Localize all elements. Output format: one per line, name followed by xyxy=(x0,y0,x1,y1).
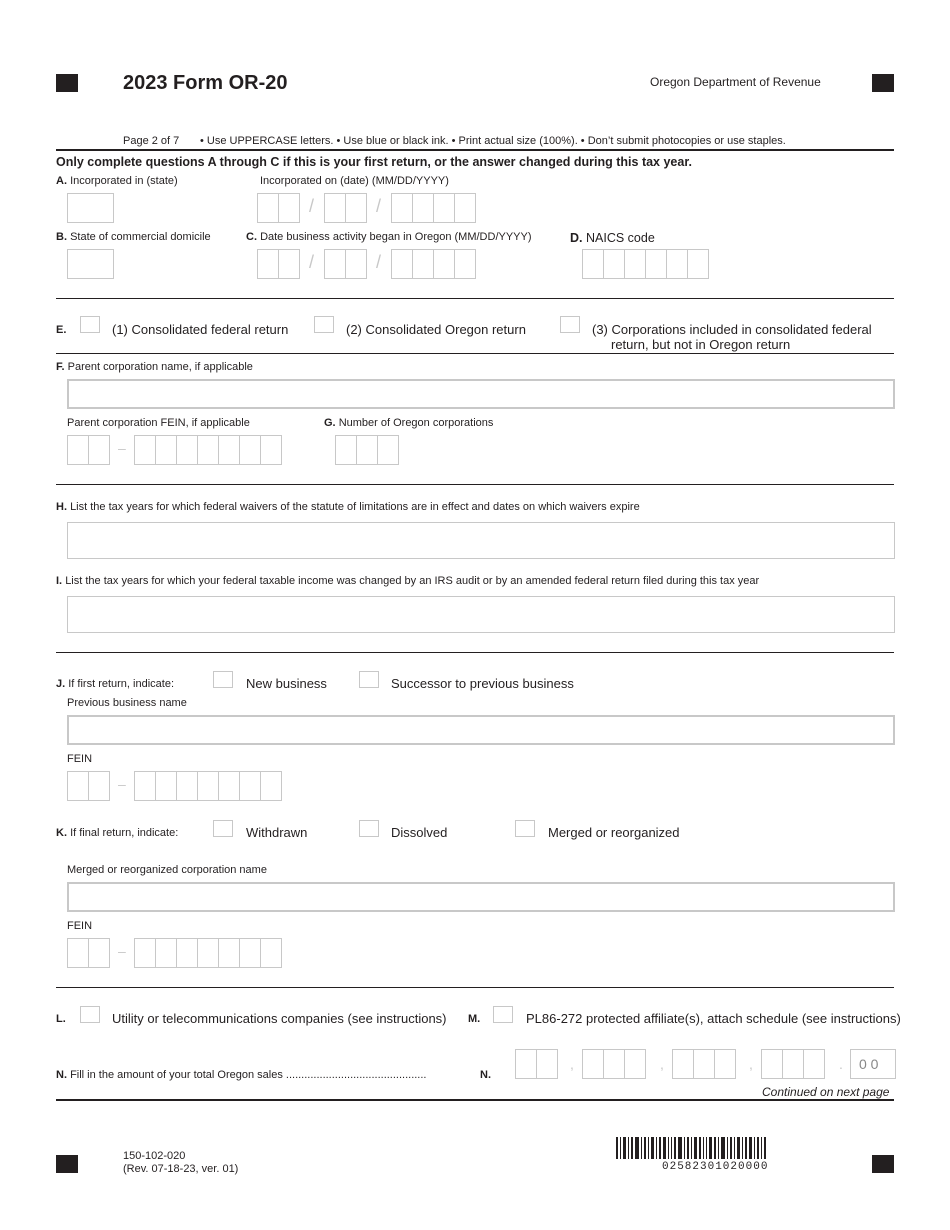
consolidated-oregon-checkbox[interactable] xyxy=(314,316,334,333)
fein-dash: – xyxy=(118,943,126,959)
merged-name-label: Merged or reorganized corporation name xyxy=(67,864,267,876)
fein-dash: – xyxy=(118,440,126,456)
barcode-number: 02582301020000 xyxy=(662,1161,769,1173)
date-slash: / xyxy=(309,196,315,216)
date-slash: / xyxy=(376,196,382,216)
form-revision: (Rev. 07-18-23, ver. 01) xyxy=(123,1163,239,1175)
page-number: Page 2 of 7 xyxy=(123,135,180,147)
a-label: A. Incorporated in (state) xyxy=(56,175,178,187)
previous-fein-suffix[interactable] xyxy=(134,771,281,801)
merged-fein-label: FEIN xyxy=(67,920,93,932)
activity-date-month[interactable] xyxy=(257,249,299,279)
naics-code-input[interactable] xyxy=(582,249,708,279)
divider xyxy=(56,149,894,151)
utility-telecom-label: Utility or telecommunications companies (see instructions) xyxy=(112,1011,447,1026)
b-label: B. State of commercial domicile xyxy=(56,231,211,243)
agency-name: Oregon Department of Revenue xyxy=(650,75,821,89)
oregon-sales-cents xyxy=(850,1049,896,1079)
merged-fein-suffix[interactable] xyxy=(134,938,281,968)
g-label: G. Number of Oregon corporations xyxy=(324,417,494,429)
divider xyxy=(56,484,894,485)
parent-fein-label: Parent corporation FEIN, if applicable xyxy=(67,417,250,429)
irs-audit-years-input[interactable] xyxy=(67,596,895,633)
dissolved-checkbox[interactable] xyxy=(359,820,379,837)
activity-date-year[interactable] xyxy=(391,249,475,279)
consolidated-federal-label: (1) Consolidated federal return xyxy=(112,322,289,337)
divider xyxy=(56,652,894,653)
registration-mark xyxy=(872,74,894,92)
oregon-sales-millions[interactable] xyxy=(515,1049,557,1079)
dissolved-label: Dissolved xyxy=(391,825,448,840)
utility-telecom-checkbox[interactable] xyxy=(80,1006,100,1023)
date-slash: / xyxy=(376,252,382,272)
successor-business-label: Successor to previous business xyxy=(391,676,574,691)
form-title: 2023 Form OR-20 xyxy=(123,72,288,94)
amount-comma: , xyxy=(570,1056,574,1072)
incorporated-date-year[interactable] xyxy=(391,193,475,223)
barcode xyxy=(616,1137,768,1159)
print-instructions: • Use UPPERCASE letters. • Use blue or black ink. • Print actual size (100%). • Don’t submit photocopies or use staples. xyxy=(200,135,786,147)
statute-waivers-input[interactable] xyxy=(67,522,895,559)
date-slash: / xyxy=(309,252,315,272)
pl86-272-checkbox[interactable] xyxy=(493,1006,513,1023)
intro-text: Only complete questions A through C if this is your first return, or the answer changed during this tax year. xyxy=(56,155,692,169)
corporations-included-label: (3) Corporations included in consolidated federal xyxy=(592,322,872,337)
n-label: N. Fill in the amount of your total Oregon sales .............................................. xyxy=(56,1069,427,1081)
divider xyxy=(56,987,894,988)
previous-fein-label: FEIN xyxy=(67,753,93,765)
parent-fein-suffix[interactable] xyxy=(134,435,281,465)
oregon-sales-ones[interactable] xyxy=(761,1049,824,1079)
merged-corporation-name-input[interactable] xyxy=(67,882,895,912)
decimal-point: . xyxy=(839,1056,843,1072)
amount-comma: , xyxy=(660,1056,664,1072)
new-business-checkbox[interactable] xyxy=(213,671,233,688)
new-business-label: New business xyxy=(246,676,327,691)
cents-value: 0 0 xyxy=(859,1056,879,1072)
merged-checkbox[interactable] xyxy=(515,820,535,837)
divider xyxy=(56,298,894,299)
merged-fein-prefix[interactable] xyxy=(67,938,109,968)
corporations-included-label-line2: return, but not in Oregon return xyxy=(611,337,791,352)
incorporated-date-month[interactable] xyxy=(257,193,299,223)
corporations-included-checkbox[interactable] xyxy=(560,316,580,333)
amount-comma: , xyxy=(749,1056,753,1072)
registration-mark xyxy=(56,74,78,92)
parent-corporation-name-input[interactable] xyxy=(67,379,895,409)
merged-label: Merged or reorganized xyxy=(548,825,680,840)
previous-fein-prefix[interactable] xyxy=(67,771,109,801)
oregon-corporations-count-input[interactable] xyxy=(335,435,398,465)
withdrawn-label: Withdrawn xyxy=(246,825,308,840)
i-label: I. List the tax years for which your federal taxable income was changed by an IRS audit or by an amended federal return filed during this tax year xyxy=(56,575,760,587)
withdrawn-checkbox[interactable] xyxy=(213,820,233,837)
j-label: J. If first return, indicate: xyxy=(56,678,175,690)
fein-dash: – xyxy=(118,776,126,792)
registration-mark xyxy=(56,1155,78,1173)
previous-business-name-label: Previous business name xyxy=(67,697,187,709)
incorporated-date-label: Incorporated on (date) (MM/DD/YYYY) xyxy=(260,175,449,187)
domicile-state-input[interactable] xyxy=(67,249,114,279)
c-label: C. Date business activity began in Oregon (MM/DD/YYYY) xyxy=(246,231,532,243)
continued-note: Continued on next page xyxy=(762,1085,890,1099)
f-label: F. Parent corporation name, if applicable xyxy=(56,361,253,373)
incorporated-date-day[interactable] xyxy=(324,193,366,223)
k-label: K. If final return, indicate: xyxy=(56,827,179,839)
oregon-sales-thousands-b[interactable] xyxy=(672,1049,735,1079)
h-label: H. List the tax years for which federal waivers of the statute of limitations are in effect and dates on which waivers expire xyxy=(56,501,640,513)
consolidated-oregon-label: (2) Consolidated Oregon return xyxy=(346,322,526,337)
divider xyxy=(56,1099,894,1101)
incorporated-state-input[interactable] xyxy=(67,193,114,223)
oregon-sales-thousands-a[interactable] xyxy=(582,1049,645,1079)
l-letter: L. xyxy=(56,1013,66,1025)
successor-business-checkbox[interactable] xyxy=(359,671,379,688)
registration-mark xyxy=(872,1155,894,1173)
previous-business-name-input[interactable] xyxy=(67,715,895,745)
m-letter: M. xyxy=(468,1013,481,1025)
d-label: D. NAICS code xyxy=(570,231,655,245)
parent-fein-prefix[interactable] xyxy=(67,435,109,465)
activity-date-day[interactable] xyxy=(324,249,366,279)
n-end-letter: N. xyxy=(480,1069,491,1081)
e-letter: E. xyxy=(56,324,67,336)
form-number: 150-102-020 xyxy=(123,1150,186,1162)
pl86-272-label: PL86-272 protected affiliate(s), attach schedule (see instructions) xyxy=(526,1011,901,1026)
divider xyxy=(56,353,894,354)
consolidated-federal-checkbox[interactable] xyxy=(80,316,100,333)
